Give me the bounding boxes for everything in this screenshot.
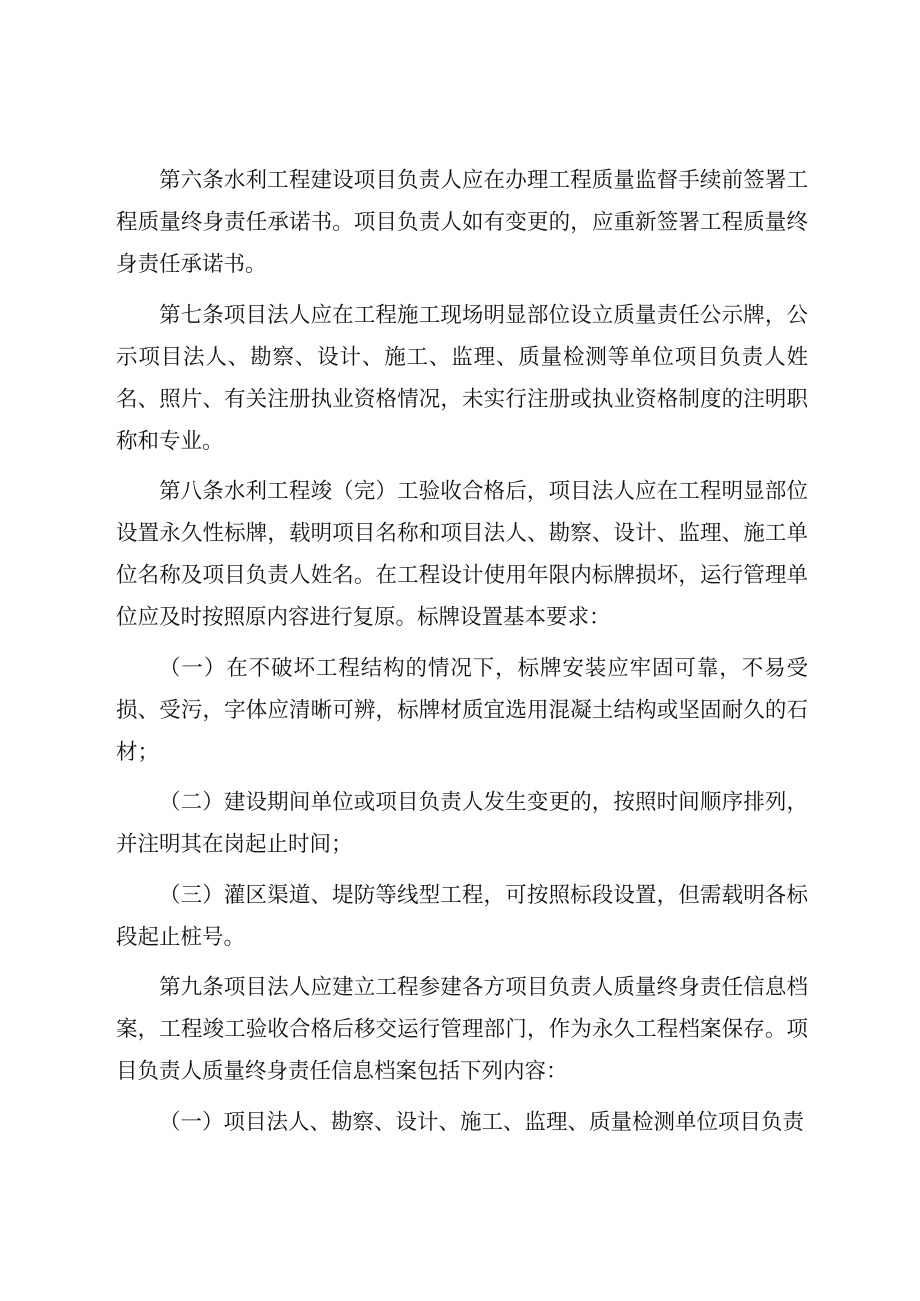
article-9-item-1: （一）项目法人、勘察、设计、施工、监理、质量检测单位项目负责 xyxy=(159,1109,805,1135)
article-8-item-2: （二）建设期间单位或项目负责人发生变更的，按照时间顺序排列，并注明其在岗起止时间； xyxy=(116,790,808,857)
article-7-paragraph: 第七条项目法人应在工程施工现场明显部位设立质量责任公示牌，公示项目法人、勘察、设计、施工、监理、质量检测等单位项目负责人姓名、照片、有关注册执业资格情况，未实行注册或执业资格制度的注明职称和专业。 xyxy=(116,302,808,454)
article-8-paragraph: 第八条水利工程竣（完）工验收合格后，项目法人应在工程明显部位设置永久性标牌，载明项目名称和项目法人、勘察、设计、监理、施工单位名称及项目负责人姓名。在工程设计使用年限内标牌损坏，运行管理单位应及时按照原内容进行复原。标牌设置基本要求： xyxy=(116,479,808,630)
article-8-item-3: （三）灌区渠道、堤防等线型工程，可按照标段设置，但需载明各标段起止桩号。 xyxy=(116,882,808,950)
article-9-paragraph: 第九条项目法人应建立工程参建各方项目负责人质量终身责任信息档案，工程竣工验收合格后移交运行管理部门，作为永久工程档案保存。项目负责人质量终身责任信息档案包括下列内容： xyxy=(116,975,808,1084)
article-8-item-1: （一）在不破坏工程结构的情况下，标牌安装应牢固可靠，不易受损、受污，字体应清晰可辨，标牌材质宜选用混凝土结构或坚固耐久的石材； xyxy=(116,655,808,765)
document-body xyxy=(116,160,808,1152)
article-6-paragraph: 第六条水利工程建设项目负责人应在办理工程质量监督手续前签署工程质量终身责任承诺书。项目负责人如有变更的，应重新签署工程质量终身责任承诺书。 xyxy=(116,168,808,277)
